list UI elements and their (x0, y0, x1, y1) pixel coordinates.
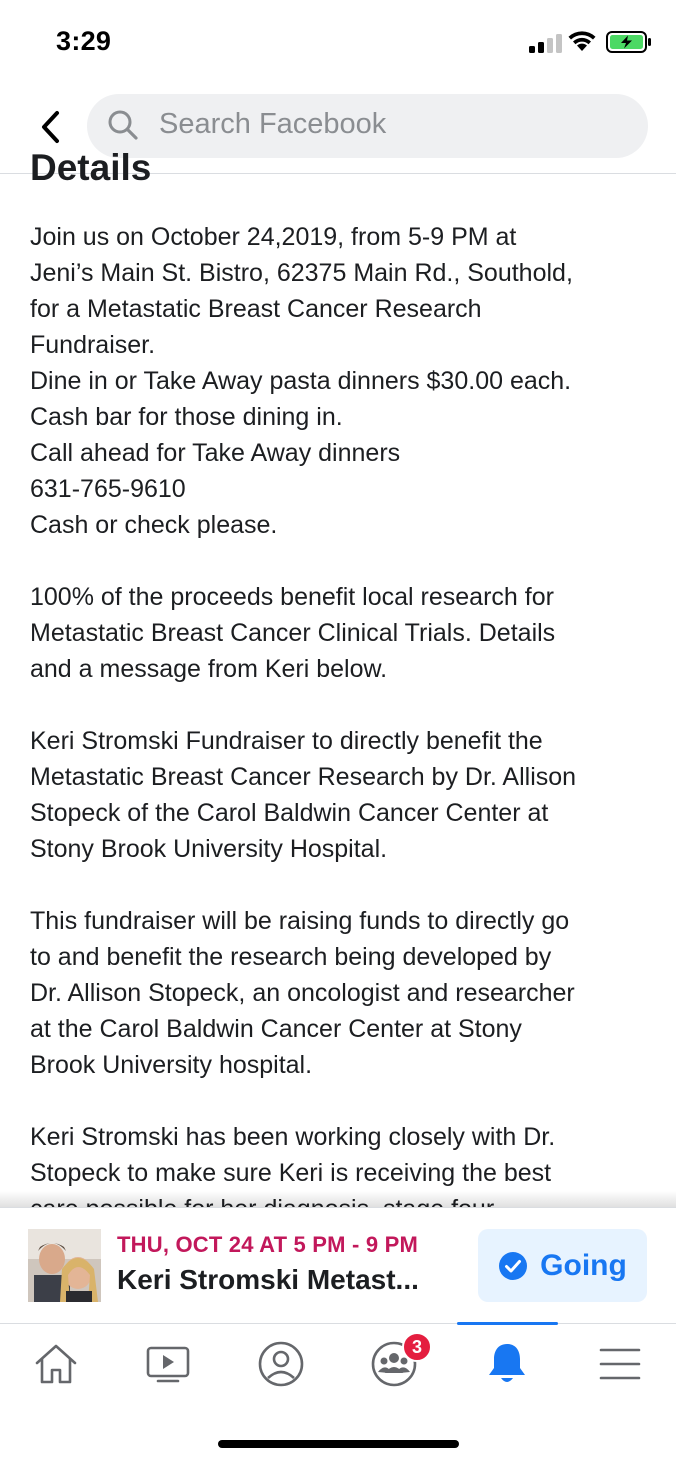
tab-watch[interactable] (112, 1324, 224, 1404)
status-time: 3:29 (56, 26, 112, 56)
details-text (30, 219, 655, 1263)
search-input[interactable] (87, 94, 648, 158)
wifi-icon (567, 29, 597, 53)
details-paragraph: 100% of the proceeds benefit local research for Metastatic Breast Cancer Clinical Trials. Details and a message from Keri below. (30, 583, 556, 683)
tab-groups[interactable] (338, 1324, 450, 1404)
home-indicator[interactable] (218, 1440, 459, 1448)
home-icon (33, 1342, 79, 1386)
groups-badge: 3 (402, 1332, 432, 1362)
tab-notifications[interactable] (451, 1324, 563, 1404)
status-bar (0, 0, 676, 84)
tab-menu[interactable] (564, 1324, 676, 1404)
search-icon (107, 109, 139, 141)
back-button[interactable] (30, 106, 70, 148)
details-paragraph: This fundraiser will be raising funds to directly go to and benefit the research being developed by Dr. Allison Stopeck, an oncologist and researcher at the Carol Baldwin Cancer Center at Stony Brook University hospital. (30, 907, 575, 1079)
details-paragraph: Keri Stromski Fundraiser to directly benefit the Metastatic Breast Cancer Research by Dr. Allison Stopeck of the Carol Baldwin Cancer Center at Stony Brook University Hospital. (30, 727, 577, 863)
event-date: THU, OCT 24 AT 5 PM - 9 PM (117, 1232, 419, 1257)
search-placeholder: Search Facebook (159, 108, 387, 140)
going-button[interactable] (478, 1229, 647, 1302)
tab-profile[interactable] (225, 1324, 337, 1404)
video-icon (145, 1344, 191, 1384)
event-details-content[interactable] (0, 147, 676, 1207)
menu-icon (599, 1346, 641, 1382)
event-thumbnail[interactable] (28, 1229, 101, 1302)
tab-home[interactable] (0, 1324, 112, 1404)
check-circle-icon (498, 1251, 528, 1281)
details-paragraph: Keri Stromski has been working closely with Dr. Stopeck to make sure Keri is receiving the best (30, 1123, 556, 1187)
bell-icon (485, 1341, 529, 1387)
event-photo (28, 1229, 101, 1302)
battery-icon (606, 31, 652, 53)
profile-icon (257, 1340, 305, 1388)
signal-icon (529, 33, 563, 53)
event-bar[interactable] (0, 1207, 676, 1323)
details-paragraph: Join us on October 24,2019, from 5-9 PM at Jeni’s Main St. Bistro, 62375 Main Rd., Southold, for a Metastatic Breast Cancer Research Fundraiser. Dine in or Take Away pasta dinners $30.00 each. Cash bar for those dining in. Call ahead for Take Away dinners 631-765-9610 Cash or check please. (30, 223, 573, 539)
chevron-left-icon (39, 110, 61, 144)
going-label: Going (540, 1248, 627, 1282)
scroll-shadow (0, 1191, 676, 1207)
event-title[interactable]: Keri Stromski Metast... (117, 1264, 419, 1295)
section-heading: Details (30, 147, 152, 188)
